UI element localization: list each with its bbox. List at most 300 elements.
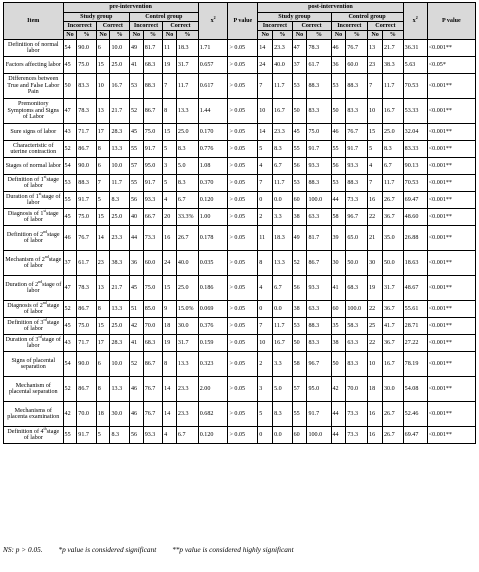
item-cell: Premonitory Symptoms and Signs of Labor <box>4 99 64 124</box>
item-cell: Characteristic of uterine contraction <box>4 141 64 158</box>
table-row <box>4 192 476 209</box>
value-cell: 78.3 <box>307 40 331 57</box>
value-cell: > 0.05 <box>228 377 258 402</box>
value-cell: 11.7 <box>110 175 129 192</box>
value-cell: 8.3 <box>176 141 198 158</box>
value-cell: 69.47 <box>403 427 427 444</box>
value-cell: 44 <box>331 427 346 444</box>
control-group-header: Control group <box>331 13 403 22</box>
item-cell: Signs of placental separation <box>4 352 64 377</box>
value-cell: 17 <box>96 335 110 352</box>
value-cell: 3 <box>163 158 177 175</box>
value-cell: > 0.05 <box>228 192 258 209</box>
value-cell: 55 <box>292 402 307 427</box>
value-cell: 45 <box>129 276 143 301</box>
value-cell: 23.3 <box>273 40 292 57</box>
value-cell: 6 <box>96 158 110 175</box>
value-cell: 31.7 <box>383 276 404 301</box>
value-cell: 7 <box>163 74 177 99</box>
value-cell: 3.3 <box>273 209 292 226</box>
value-cell: 42 <box>129 318 143 335</box>
value-cell: 28.3 <box>110 335 129 352</box>
value-cell: 47 <box>63 99 77 124</box>
value-cell: 27.22 <box>403 335 427 352</box>
value-cell: 14 <box>163 377 177 402</box>
value-cell: 78.3 <box>77 99 96 124</box>
value-cell: 24 <box>163 251 177 276</box>
value-cell: 50.0 <box>383 251 404 276</box>
value-cell: 26.7 <box>176 226 198 251</box>
value-cell: 26.7 <box>383 192 404 209</box>
value-cell: 55 <box>63 192 77 209</box>
results-table-container <box>3 2 476 444</box>
value-cell: <0.001** <box>427 192 475 209</box>
value-cell: > 0.05 <box>228 226 258 251</box>
percent-header: % <box>176 31 198 40</box>
value-cell: 0.069 <box>198 301 228 318</box>
value-cell: > 0.05 <box>228 57 258 74</box>
value-cell: 4 <box>258 158 273 175</box>
value-cell: 6.7 <box>383 158 404 175</box>
value-cell: 55 <box>63 427 77 444</box>
value-cell: 0.0 <box>273 192 292 209</box>
value-cell: 96.7 <box>307 352 331 377</box>
value-cell: 44 <box>331 402 346 427</box>
value-cell: 36.31 <box>403 40 427 57</box>
value-cell: 55 <box>129 141 143 158</box>
value-cell: 21.7 <box>110 99 129 124</box>
value-cell: 66.7 <box>143 209 162 226</box>
value-cell: 52 <box>129 352 143 377</box>
item-cell: Duration of 2ndstage of labor <box>4 276 64 301</box>
table-row <box>4 226 476 251</box>
percent-header: % <box>110 31 129 40</box>
value-cell: 20 <box>163 209 177 226</box>
value-cell: 10.0 <box>110 158 129 175</box>
value-cell: 25 <box>368 318 383 335</box>
value-cell: 56 <box>292 276 307 301</box>
value-cell: 8 <box>163 352 177 377</box>
table-row <box>4 158 476 175</box>
value-cell: 2.00 <box>198 377 228 402</box>
value-cell: 83.33 <box>403 141 427 158</box>
value-cell: <0.001** <box>427 99 475 124</box>
results-table <box>3 2 476 444</box>
control-group-header: Control group <box>129 13 198 22</box>
value-cell: <0.001** <box>427 335 475 352</box>
value-cell: 53.33 <box>403 99 427 124</box>
value-cell: 15 <box>96 318 110 335</box>
no-header: No <box>163 31 177 40</box>
value-cell: 46 <box>129 377 143 402</box>
item-cell: Factors affecting labor <box>4 57 64 74</box>
value-cell: 42 <box>63 402 77 427</box>
value-cell: 56 <box>292 158 307 175</box>
value-cell: 39 <box>331 226 346 251</box>
value-cell: 5.63 <box>403 57 427 74</box>
value-cell: 70.0 <box>143 318 162 335</box>
value-cell: 2 <box>258 209 273 226</box>
value-cell: > 0.05 <box>228 276 258 301</box>
value-cell: 22 <box>368 301 383 318</box>
value-cell: 0.0 <box>273 427 292 444</box>
value-cell: 30 <box>368 251 383 276</box>
value-cell: 46 <box>129 402 143 427</box>
value-cell: 19 <box>368 276 383 301</box>
value-cell: 41.7 <box>383 318 404 335</box>
item-cell: Duration of 1ststage of labor <box>4 192 64 209</box>
value-cell: 88.3 <box>77 175 96 192</box>
value-cell: 96.7 <box>346 209 368 226</box>
value-cell: 65.0 <box>346 226 368 251</box>
no-header: No <box>368 31 383 40</box>
footnote-highly-significant: **p value is considered highly significant <box>172 545 294 554</box>
value-cell: 33.3% <box>176 209 198 226</box>
value-cell: 13.3 <box>176 99 198 124</box>
value-cell: 10 <box>368 99 383 124</box>
value-cell: 91.7 <box>143 175 162 192</box>
no-header: No <box>129 31 143 40</box>
value-cell: 0.370 <box>198 175 228 192</box>
value-cell: 49 <box>129 40 143 57</box>
value-cell: 16.7 <box>110 74 129 99</box>
value-cell: > 0.05 <box>228 158 258 175</box>
value-cell: <0.001** <box>427 402 475 427</box>
value-cell: 75.0 <box>143 276 162 301</box>
value-cell: 88.3 <box>307 175 331 192</box>
value-cell: 23.3 <box>176 402 198 427</box>
value-cell: 91.7 <box>77 192 96 209</box>
table-row <box>4 427 476 444</box>
value-cell: 5 <box>163 141 177 158</box>
value-cell: 71.7 <box>77 124 96 141</box>
incorrect-header: Incorrect <box>63 22 96 31</box>
value-cell: 43 <box>63 124 77 141</box>
value-cell: 45 <box>63 209 77 226</box>
value-cell: 81.7 <box>307 226 331 251</box>
table-row <box>4 124 476 141</box>
value-cell: 0 <box>258 301 273 318</box>
table-row <box>4 335 476 352</box>
value-cell: 30.0 <box>176 318 198 335</box>
value-cell: 8.3 <box>273 402 292 427</box>
value-cell: 36 <box>331 57 346 74</box>
value-cell: 25.0 <box>176 276 198 301</box>
value-cell: 28.3 <box>110 124 129 141</box>
value-cell: 41 <box>129 57 143 74</box>
item-cell: Definition of 4thstage of labor <box>4 427 64 444</box>
no-header: No <box>331 31 346 40</box>
value-cell: 11.7 <box>273 74 292 99</box>
value-cell: 48.60 <box>403 209 427 226</box>
value-cell: 24 <box>258 57 273 74</box>
value-cell: 4 <box>258 276 273 301</box>
value-cell: 8 <box>96 377 110 402</box>
table-row <box>4 377 476 402</box>
value-cell: 95.0 <box>307 377 331 402</box>
value-cell: 86.7 <box>77 377 96 402</box>
value-cell: 36 <box>129 251 143 276</box>
value-cell: 55 <box>331 141 346 158</box>
item-cell: Diagnosis of 1ststage of labor <box>4 209 64 226</box>
value-cell: 76.7 <box>346 40 368 57</box>
footnote-significant: *p value is considered significant <box>58 545 157 554</box>
value-cell: <0.05* <box>427 57 475 74</box>
value-cell: 0.617 <box>198 74 228 99</box>
value-cell: 54 <box>63 352 77 377</box>
value-cell: 95.0 <box>143 158 162 175</box>
value-cell: 0.682 <box>198 402 228 427</box>
value-cell: 10 <box>96 74 110 99</box>
value-cell: 10 <box>258 335 273 352</box>
percent-header: % <box>346 31 368 40</box>
value-cell: > 0.05 <box>228 74 258 99</box>
value-cell: 55.61 <box>403 301 427 318</box>
value-cell: 46 <box>63 226 77 251</box>
value-cell: 68.3 <box>143 57 162 74</box>
percent-header: % <box>273 31 292 40</box>
value-cell: 16.7 <box>273 335 292 352</box>
value-cell: 90.0 <box>77 158 96 175</box>
value-cell: 35 <box>331 318 346 335</box>
value-cell: 52 <box>63 377 77 402</box>
value-cell: 51 <box>129 301 143 318</box>
post-intervention-header: post-intervention <box>258 3 403 13</box>
value-cell: 53 <box>292 74 307 99</box>
value-cell: 0.186 <box>198 276 228 301</box>
value-cell: 16.7 <box>383 99 404 124</box>
value-cell: 46 <box>331 40 346 57</box>
value-cell: 60 <box>331 301 346 318</box>
value-cell: 13 <box>96 99 110 124</box>
value-cell: 16.7 <box>273 99 292 124</box>
item-cell: Differences between True and False Labor Pain <box>4 74 64 99</box>
value-cell: 0.323 <box>198 352 228 377</box>
value-cell: 55 <box>129 175 143 192</box>
value-cell: 52.46 <box>403 402 427 427</box>
value-cell: 83.3 <box>307 335 331 352</box>
item-cell: Stages of normal labor <box>4 158 64 175</box>
value-cell: 60 <box>292 427 307 444</box>
value-cell: 18.63 <box>403 251 427 276</box>
value-cell: 53 <box>331 175 346 192</box>
value-cell: 23 <box>96 251 110 276</box>
correct-header: Correct <box>368 22 404 31</box>
value-cell: 54 <box>63 40 77 57</box>
value-cell: 52 <box>129 99 143 124</box>
value-cell: 54 <box>63 158 77 175</box>
value-cell: > 0.05 <box>228 427 258 444</box>
value-cell: 6 <box>96 352 110 377</box>
value-cell: 43 <box>63 335 77 352</box>
item-cell: Definition of normal labor <box>4 40 64 57</box>
value-cell: 71.7 <box>77 335 96 352</box>
value-cell: 52 <box>292 251 307 276</box>
value-cell: 0.657 <box>198 57 228 74</box>
study-group-header: Study group <box>63 13 129 22</box>
value-cell: 10 <box>368 352 383 377</box>
value-cell: 4 <box>163 192 177 209</box>
value-cell: 0 <box>258 427 273 444</box>
value-cell: 3 <box>258 377 273 402</box>
value-cell: 0 <box>258 192 273 209</box>
value-cell: 7 <box>368 74 383 99</box>
value-cell: <0.001** <box>427 141 475 158</box>
value-cell: 76.7 <box>143 377 162 402</box>
value-cell: 18 <box>96 402 110 427</box>
value-cell: 45 <box>292 124 307 141</box>
item-cell: Definition of 2ndstage of labor <box>4 226 64 251</box>
item-cell: Diagnosis of 2ndstage of labor <box>4 301 64 318</box>
correct-header: Correct <box>163 22 199 31</box>
item-cell: Duration of 3rdstage of labor <box>4 335 64 352</box>
value-cell: 75.0 <box>77 318 96 335</box>
value-cell: 38 <box>292 209 307 226</box>
study-group-header: Study group <box>258 13 331 22</box>
value-cell: 42 <box>331 377 346 402</box>
value-cell: 50 <box>292 335 307 352</box>
table-row <box>4 99 476 124</box>
value-cell: 26.7 <box>383 427 404 444</box>
value-cell: 38 <box>331 335 346 352</box>
value-cell: 18.3 <box>176 40 198 57</box>
value-cell: 93.3 <box>307 158 331 175</box>
value-cell: 70.0 <box>346 377 368 402</box>
value-cell: 6 <box>96 40 110 57</box>
value-cell: > 0.05 <box>228 141 258 158</box>
value-cell: 55 <box>292 141 307 158</box>
value-cell: 45 <box>63 318 77 335</box>
value-cell: 91.7 <box>307 402 331 427</box>
value-cell: 91.7 <box>77 427 96 444</box>
value-cell: 35.0 <box>383 226 404 251</box>
value-cell: 7 <box>96 175 110 192</box>
value-cell: 53 <box>129 74 143 99</box>
value-cell: 36.7 <box>383 209 404 226</box>
value-cell: 81.7 <box>143 40 162 57</box>
value-cell: 15 <box>163 276 177 301</box>
table-row <box>4 175 476 192</box>
value-cell: 83.3 <box>346 352 368 377</box>
value-cell: 7 <box>368 175 383 192</box>
value-cell: <0.001** <box>427 301 475 318</box>
value-cell: 16 <box>368 427 383 444</box>
value-cell: 22 <box>368 209 383 226</box>
value-cell: 25.0 <box>110 209 129 226</box>
footnote-ns: NS: p > 0.05. <box>3 545 43 554</box>
value-cell: 45 <box>63 57 77 74</box>
value-cell: 2 <box>258 352 273 377</box>
value-cell: > 0.05 <box>228 99 258 124</box>
value-cell: > 0.05 <box>228 335 258 352</box>
value-cell: 78.3 <box>77 276 96 301</box>
value-cell: 8.3 <box>176 175 198 192</box>
table-row <box>4 276 476 301</box>
value-cell: 47 <box>63 276 77 301</box>
table-row <box>4 402 476 427</box>
value-cell: 1.44 <box>198 99 228 124</box>
value-cell: 90.0 <box>77 352 96 377</box>
value-cell: 23.3 <box>176 377 198 402</box>
value-cell: 16 <box>368 402 383 427</box>
value-cell: 11.7 <box>273 175 292 192</box>
value-cell: 48.67 <box>403 276 427 301</box>
value-cell: 53 <box>292 318 307 335</box>
value-cell: 100.0 <box>307 427 331 444</box>
value-cell: 1.71 <box>198 40 228 57</box>
value-cell: 90.13 <box>403 158 427 175</box>
value-cell: 60.0 <box>143 251 162 276</box>
value-cell: 0.120 <box>198 427 228 444</box>
value-cell: 15 <box>163 124 177 141</box>
value-cell: <0.001** <box>427 40 475 57</box>
value-cell: 0.776 <box>198 141 228 158</box>
value-cell: > 0.05 <box>228 318 258 335</box>
value-cell: 11.7 <box>176 74 198 99</box>
value-cell: 53 <box>63 175 77 192</box>
value-cell: 5 <box>368 141 383 158</box>
value-cell: 37 <box>292 57 307 74</box>
value-cell: 22 <box>368 335 383 352</box>
value-cell: 46 <box>331 124 346 141</box>
table-row <box>4 209 476 226</box>
value-cell: 36.7 <box>383 301 404 318</box>
value-cell: 50 <box>331 352 346 377</box>
value-cell: 60.0 <box>346 57 368 74</box>
value-cell: 32.04 <box>403 124 427 141</box>
value-cell: 91.7 <box>307 141 331 158</box>
value-cell: 60 <box>292 192 307 209</box>
value-cell: 5 <box>163 175 177 192</box>
percent-header: % <box>307 31 331 40</box>
value-cell: <0.001** <box>427 124 475 141</box>
value-cell: 41 <box>129 335 143 352</box>
no-header: No <box>258 31 273 40</box>
value-cell: 5 <box>258 402 273 427</box>
value-cell: 0.0 <box>273 301 292 318</box>
value-cell: 73.3 <box>346 192 368 209</box>
value-cell: 6.7 <box>273 276 292 301</box>
value-cell: 8 <box>258 251 273 276</box>
value-cell: > 0.05 <box>228 352 258 377</box>
value-cell: 13.3 <box>110 301 129 318</box>
item-header: Item <box>4 3 64 40</box>
value-cell: 61.7 <box>77 251 96 276</box>
value-cell: > 0.05 <box>228 209 258 226</box>
value-cell: 86.7 <box>77 141 96 158</box>
value-cell: 9 <box>163 301 177 318</box>
value-cell: 30.0 <box>383 377 404 402</box>
value-cell: 86.7 <box>77 301 96 318</box>
value-cell: 58 <box>331 209 346 226</box>
value-cell: 75.0 <box>143 124 162 141</box>
value-cell: > 0.05 <box>228 402 258 427</box>
value-cell: 21.7 <box>383 40 404 57</box>
value-cell: 73.3 <box>143 226 162 251</box>
value-cell: 5.0 <box>273 377 292 402</box>
value-cell: 44 <box>331 192 346 209</box>
value-cell: 73.3 <box>346 402 368 427</box>
value-cell: 14 <box>258 40 273 57</box>
value-cell: 14 <box>258 124 273 141</box>
footnote <box>3 545 476 554</box>
value-cell: 83.3 <box>77 74 96 99</box>
value-cell: 7 <box>258 175 273 192</box>
value-cell: 38 <box>292 301 307 318</box>
value-cell: <0.001** <box>427 209 475 226</box>
value-cell: 50.0 <box>346 251 368 276</box>
value-cell: 75.0 <box>77 209 96 226</box>
